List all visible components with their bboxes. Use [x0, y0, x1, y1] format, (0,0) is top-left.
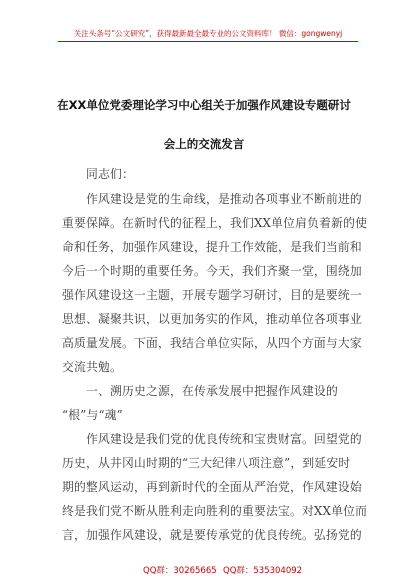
body-line: 强作风建设这一主题，开展专题学习研讨，目的是要统一: [62, 288, 362, 302]
body-line: 重要保障。在新时代的征程上，我们XX单位肩负着新的使: [62, 216, 368, 230]
footer-qq-group-2: QQ群：535304092: [223, 566, 303, 576]
body-line: 历史，从井冈山时期的“三大纪律八项注意”，到延安时: [62, 456, 351, 470]
body-line: 交流共勉。: [62, 360, 122, 374]
body-line: 期的整风运动，再到新时代的全面从严治党，作风建设始: [62, 480, 362, 494]
body-line: 作风建设是党的生命线，是推动各项事业不断前进的: [86, 192, 362, 206]
body-line: 今后一个时期的重要任务。今天，我们齐聚一堂，围绕加: [62, 264, 362, 278]
document-title: 在XX单位党委理论学习中心组关于加强作风建设专题研讨: [57, 98, 351, 112]
page-header: [58, 13, 358, 42]
salutation: 同志们：: [86, 167, 134, 181]
page-footer: [0, 560, 408, 580]
section-heading: 一、溯历史之源，在传承发展中把握作风建设的: [86, 384, 338, 398]
body-line: 高质量发展。下面，我结合单位实际，从四个方面与大家: [62, 336, 362, 350]
document-subtitle: 会上的交流发言: [163, 137, 245, 151]
body-line: 命和任务，加强作风建设，提升工作效能，是我们当前和: [62, 240, 362, 254]
body-line: 思想、凝聚共识，以更加务实的作风，推动单位各项事业: [62, 312, 362, 326]
body-line: 作风建设是我们党的优良传统和宝贵财富。回望党的: [86, 432, 362, 446]
footer-qq-group-1: QQ群：30265665: [143, 566, 217, 576]
body-line: 终是我们党不断从胜利走向胜利的重要法宝。对XX单位而: [62, 504, 368, 518]
body-line: 言，加强作风建设，就是要传承党的优良传统。弘扬党的: [62, 528, 362, 542]
header-promo-text: 关注头条号“公文研究”，获得最新最全最专业的公文资料库！ 微信：gongwenyj: [73, 29, 343, 38]
section-heading-continued: “根”与“魂”: [62, 408, 123, 422]
